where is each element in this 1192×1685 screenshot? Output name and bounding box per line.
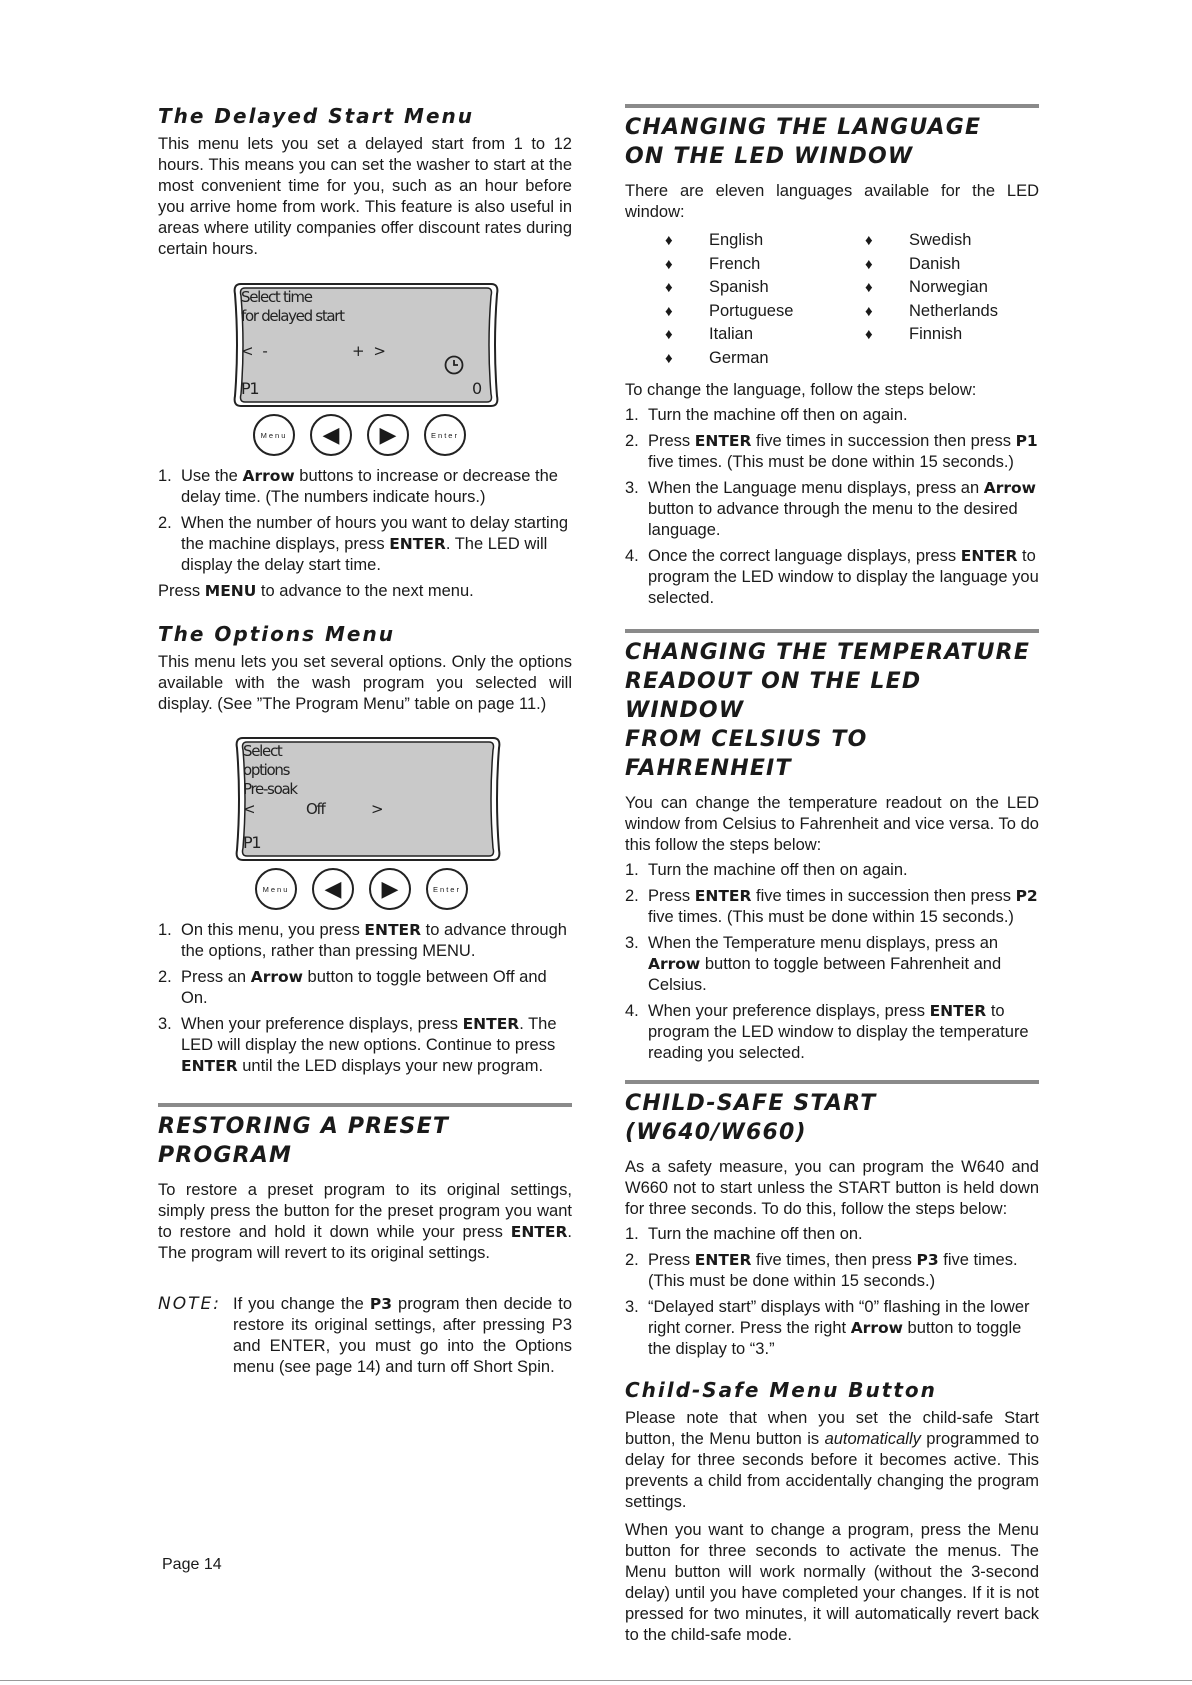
lcd-increase: > <box>371 800 383 818</box>
lcd-decrease: < <box>243 800 255 818</box>
list-item: 2. When the number of hours you want to delay starting the machine displays, press ENTER. The LED will display the delay start time. <box>158 514 569 574</box>
language-steps <box>625 405 1039 609</box>
left-column <box>158 104 572 1378</box>
list-item: 3. When the Language menu displays, press an Arrow button to advance through the menu to the desired language. <box>625 479 1036 539</box>
page-number: Page 14 <box>162 1556 222 1573</box>
enter-button[interactable]: Enter <box>424 414 466 456</box>
child-safe-intro: As a safety measure, you can program the W640 and W660 not to start unless the START button is held down for three seconds. To do this, follow the steps below: <box>625 1158 1039 1218</box>
clock-icon <box>443 354 465 376</box>
list-item: 1. Turn the machine off then on again. <box>625 406 908 424</box>
delayed-start-lcd-panel <box>231 282 501 452</box>
list-item: 2. Press an Arrow button to toggle between Off and On. <box>158 968 547 1007</box>
child-safe-menu-p2: When you want to change a program, press the Menu button for three seconds to activate the menus. The Menu button will work normally (without the 3-second delay) until you have completed your changes. If it is not pressed for two minutes, it will automatically revert back to the child-safe mode. <box>625 1521 1039 1644</box>
left-arrow-button[interactable] <box>312 868 354 910</box>
lcd-line-3: Pre-soak <box>243 780 297 798</box>
delayed-start-intro: This menu lets you set a delayed start from 1 to 12 hours. This means you can set the washer to start at the most convenient time for you, such as an hour before you arrive home from work. This feature is also useful in areas where utility companies offer discount rates during certain hours. <box>158 135 572 258</box>
lcd-option-value: Off <box>306 800 325 818</box>
right-column <box>625 104 1039 1646</box>
options-menu-heading: The Options Menu <box>158 622 395 646</box>
child-safe-heading: CHILD-SAFE START (W640/W660) <box>625 1080 1039 1147</box>
list-item: ♦ German <box>665 348 769 367</box>
list-item: 1. Turn the machine off then on again. <box>625 861 908 879</box>
panel-buttons <box>253 414 473 460</box>
delayed-start-heading: The Delayed Start Menu <box>158 104 474 128</box>
options-lcd-panel <box>233 736 503 906</box>
note-block <box>158 1294 572 1378</box>
temperature-steps <box>625 860 1039 1064</box>
list-item: 2. Press ENTER five times, then press P3 five times. (This must be done within 15 seconds.) <box>625 1251 1018 1290</box>
language-list <box>665 229 1039 370</box>
restore-heading: RESTORING A PRESET PROGRAM <box>158 1103 572 1170</box>
list-item: ♦ Italian <box>665 325 754 343</box>
list-item: 3. “Delayed start” displays with “0” flashing in the lower right corner. Press the right Arrow button to toggle the display to “3.” <box>625 1298 1030 1358</box>
list-item: ♦ Norwegian <box>865 278 988 296</box>
list-item: 2. Press ENTER five times in succession then press P1 five times. (This must be done within 15 seconds.) <box>625 432 1038 471</box>
list-item: 1. Use the Arrow buttons to increase or decrease the delay time. (The numbers indicate hours.) <box>158 467 558 506</box>
list-item: 4. When your preference displays, press ENTER to program the LED window to display the temperature reading you selected. <box>625 1002 1029 1062</box>
list-item: ♦ Danish <box>865 254 961 273</box>
list-item: ♦ English <box>665 231 764 249</box>
list-item: 3. When your preference displays, press ENTER. The LED will display the new options. Continue to press ENTER until the LED displays your new program. <box>158 1015 557 1075</box>
list-item: ♦ Swedish <box>865 231 972 249</box>
list-item: 1. Turn the machine off then on. <box>625 1225 863 1243</box>
lcd-decrease: < - <box>241 342 270 360</box>
child-safe-menu-p1: Please note that when you set the child-safe Start button, the Menu button is automatically programmed to delay for three seconds before it becomes active. This prevents a child from accidentally changing the program settings. <box>625 1409 1039 1511</box>
arrow-right-icon: ▶ <box>379 422 397 447</box>
lcd-line-2: for delayed start <box>241 307 344 325</box>
options-intro: This menu lets you set several options. Only the options available with the wash program you selected will display. (See ”The Program Menu” table on page 11.) <box>158 653 572 713</box>
right-arrow-button[interactable] <box>367 414 409 456</box>
arrow-left-icon: ◀ <box>324 876 342 901</box>
temperature-heading: CHANGING THE TEMPERATURE READOUT ON THE LED WINDOW FROM CELSIUS TO FAHRENHEIT <box>625 629 1039 783</box>
language-intro: There are eleven languages available for the LED window: <box>625 182 1039 221</box>
language-column-1 <box>665 229 865 370</box>
list-item: 1. On this menu, you press ENTER to advance through the options, rather than pressing MENU. <box>158 921 567 960</box>
lcd-program: P1 <box>241 379 259 398</box>
panel-buttons <box>255 868 475 914</box>
lcd-increase: + > <box>352 342 388 360</box>
language-heading: CHANGING THE LANGUAGE ON THE LED WINDOW <box>625 104 1039 171</box>
restore-body: To restore a preset program to its original settings, simply press the button for the preset program you want to restore and hold it down while your press ENTER. The program will revert to its original settings. <box>158 1181 572 1262</box>
lcd-line-2: options <box>243 761 290 779</box>
delayed-start-steps <box>158 466 572 576</box>
language-steps-intro: To change the language, follow the steps below: <box>625 381 977 399</box>
list-item: ♦ French <box>665 254 761 273</box>
lcd-program: P1 <box>243 833 261 852</box>
lcd-value: 0 <box>472 379 481 398</box>
left-arrow-button[interactable] <box>310 414 352 456</box>
options-steps <box>158 920 572 1077</box>
child-safe-steps <box>625 1224 1039 1360</box>
list-item: ♦ Spanish <box>665 278 769 296</box>
temperature-intro: You can change the temperature readout on the LED window from Celsius to Fahrenheit and vice versa. To do this follow the steps below: <box>625 794 1039 854</box>
note-label: NOTE: <box>158 1294 221 1314</box>
lcd-line-1: Select time <box>241 288 312 306</box>
list-item: ♦ Netherlands <box>865 301 998 320</box>
arrow-right-icon: ▶ <box>381 876 399 901</box>
press-menu-text: Press MENU to advance to the next menu. <box>158 582 474 600</box>
list-item: ♦ Finnish <box>865 325 963 343</box>
arrow-left-icon: ◀ <box>322 422 340 447</box>
lcd-line-1: Select <box>243 742 282 760</box>
right-arrow-button[interactable] <box>369 868 411 910</box>
language-column-2 <box>865 229 1045 370</box>
list-item: 3. When the Temperature menu displays, press an Arrow button to toggle between Fahrenheit and Celsius. <box>625 934 1002 994</box>
list-item: ♦ Portuguese <box>665 301 794 320</box>
note-text: If you change the P3 program then decide to restore its original settings, after pressing P3 and ENTER, you must go into the Options menu (see page 14) and turn off Short Spin. <box>233 1295 572 1376</box>
menu-button[interactable]: Menu <box>253 414 295 456</box>
list-item: 4. Once the correct language displays, press ENTER to program the LED window to display the language you selected. <box>625 547 1039 607</box>
child-safe-menu-heading: Child-Safe Menu Button <box>625 1378 937 1402</box>
menu-button[interactable]: Menu <box>255 868 297 910</box>
enter-button[interactable]: Enter <box>426 868 468 910</box>
list-item: 2. Press ENTER five times in succession then press P2 five times. (This must be done within 15 seconds.) <box>625 887 1038 926</box>
bottom-rule <box>0 1680 1192 1681</box>
